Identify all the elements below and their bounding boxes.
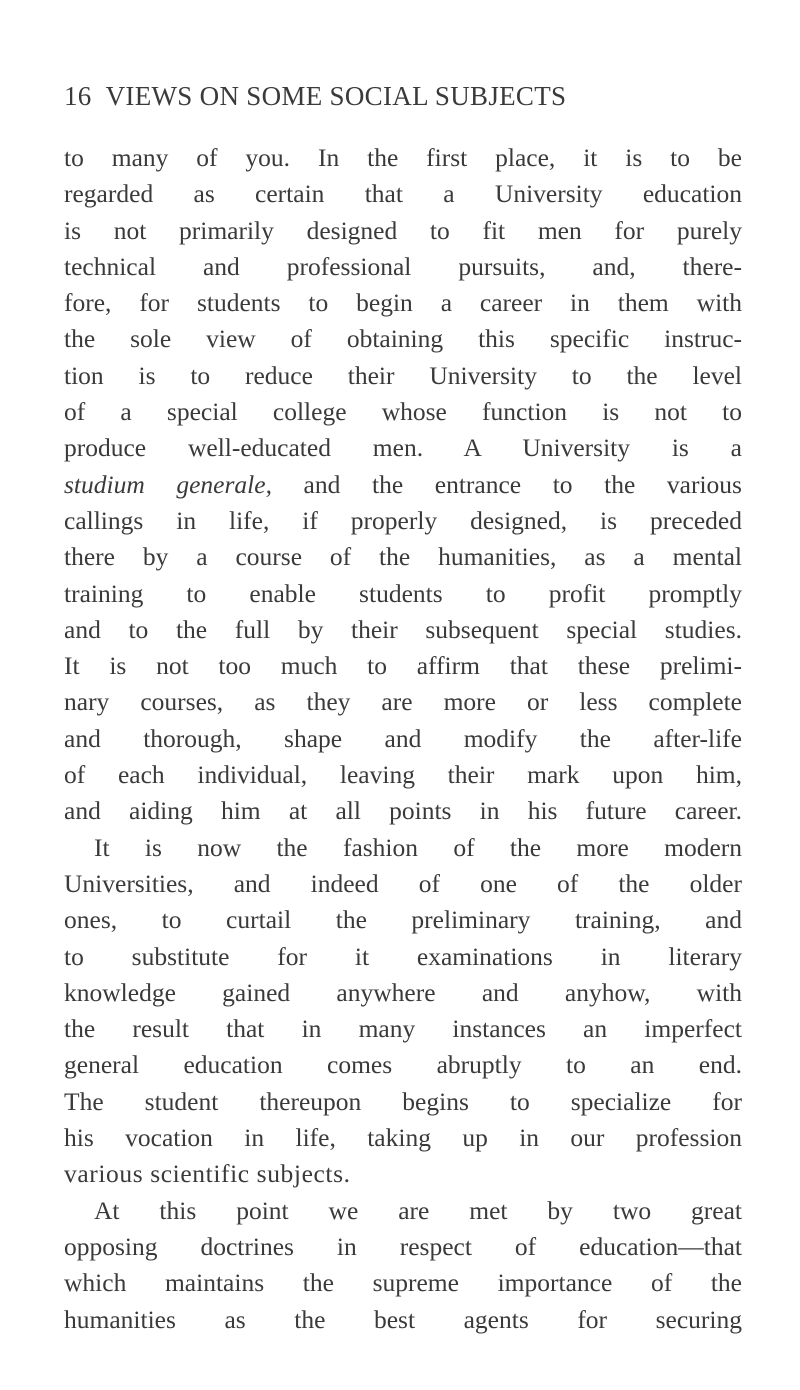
text-line: nary courses, as they are more or less complete [64,687,742,717]
text-line: callings in life, if properly designed, is preceded [64,505,742,535]
text-line: and aiding him at all points in his future career. [64,796,742,826]
text-line: the result that in many instances an imperfect [64,1014,742,1044]
paragraph-start-line: At this point we are met by two great [94,1195,742,1225]
text-line [64,467,742,503]
text-line: humanities as the best agents for securing [64,1304,742,1334]
text-line: and thorough, shape and modify the after-life [64,723,742,753]
text-line: tion is to reduce their University to the level [64,360,742,390]
body-text [64,140,742,1338]
text-line: and to the full by their subsequent special studies. [64,614,742,644]
text-line: which maintains the supreme importance of the [64,1268,742,1298]
text-line: produce well-educated men. A University is a [64,433,742,463]
running-header [64,80,684,112]
text-line: The student thereupon begins to specialize for [64,1086,742,1116]
text-line: opposing doctrines in respect of education—that [64,1231,742,1261]
text-line: various scientific subjects. [64,1159,351,1189]
text-line: technical and professional pursuits, and, there- [64,251,742,281]
text-line: regarded as certain that a University education [64,179,742,209]
text-line: It is not too much to affirm that these prelimi- [64,651,742,681]
italic-phrase: studium generale, [64,469,272,499]
text-line: fore, for students to begin a career in them with [64,288,742,318]
text-line: training to enable students to profit promptly [64,578,742,608]
text-line: his vocation in life, taking up in our profession [64,1123,742,1153]
text-line: general education comes abruptly to an end. [64,1050,742,1080]
text-line: ones, to curtail the preliminary training, and [64,905,742,935]
text-line-rest: and the entrance to the various [271,469,742,499]
text-line: the sole view of obtaining this specific instruc- [64,324,742,354]
text-line: of each individual, leaving their mark upon him, [64,760,742,790]
text-line: is not primarily designed to fit men for purely [64,215,742,245]
text-line: there by a course of the humanities, as a mental [64,542,742,572]
text-line: knowledge gained anywhere and anyhow, with [64,977,742,1007]
text-line: Universities, and indeed of one of the older [64,868,742,898]
running-title: VIEWS ON SOME SOCIAL SUBJECTS [105,81,567,111]
paragraph-start-line: It is now the fashion of the more modern [94,832,742,862]
page-number: 16 [64,81,92,111]
text-line: to many of you. In the first place, it is to be [64,143,742,172]
text-line: to substitute for it examinations in literary [64,941,742,971]
text-line: of a special college whose function is not to [64,397,742,427]
